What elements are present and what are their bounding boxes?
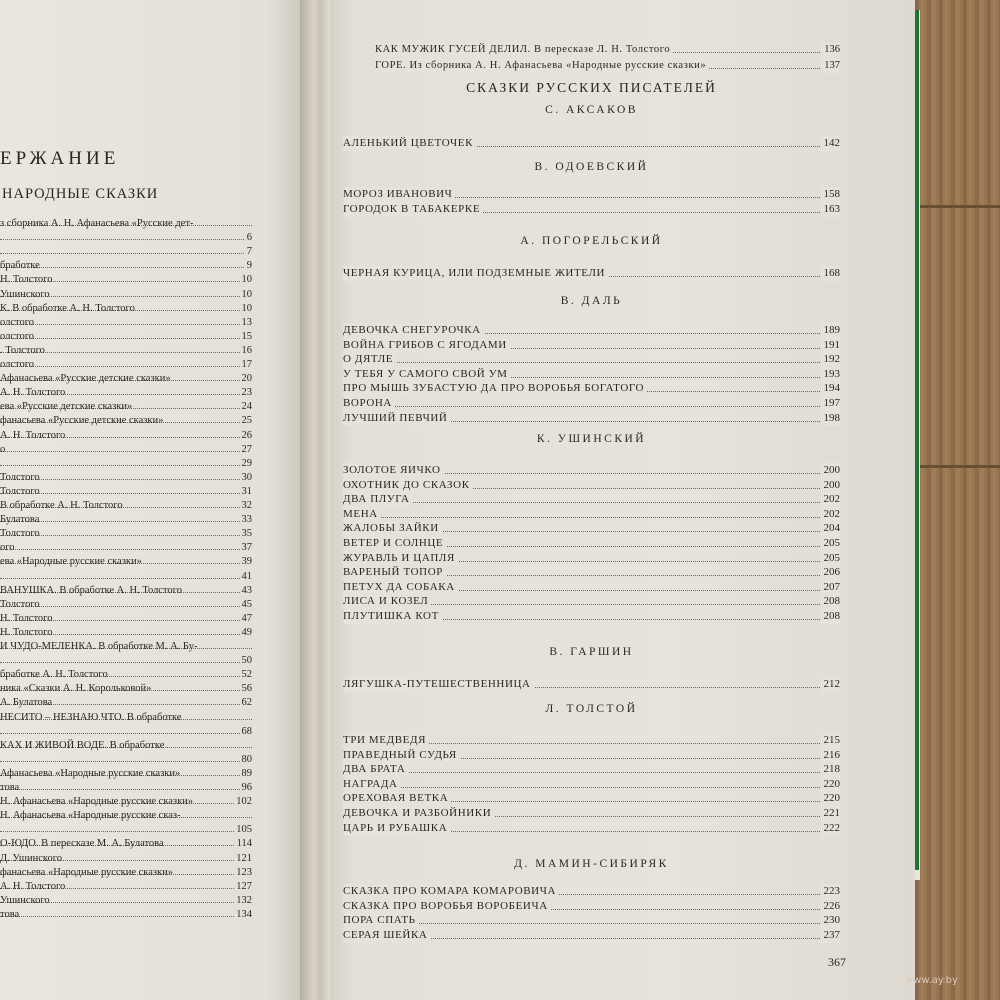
entry-title: фанасьева «Народные русские сказки» <box>0 867 174 878</box>
entry-page: 32 <box>241 500 252 511</box>
entry-title: ЖУРАВЛЬ И ЦАПЛЯ <box>343 551 458 566</box>
entry-title: Толстого <box>0 599 40 610</box>
entry-title: ПРО МЫШЬ ЗУБАСТУЮ ДА ПРО ВОРОБЬЯ БОГАТОГО <box>343 381 647 396</box>
toc-entry <box>343 507 840 522</box>
entry-title: МОРОЗ ИВАНОВИЧ <box>343 187 455 202</box>
entry-page: 194 <box>821 381 841 396</box>
toc-entry <box>0 583 252 598</box>
entry-title: А. Н. Толстого <box>0 881 66 892</box>
entry-title: ВОРОНА <box>343 396 395 411</box>
entry-page: 10 <box>241 303 252 314</box>
entry-page: 142 <box>821 136 841 151</box>
entry-page: 202 <box>821 492 841 507</box>
entry-title: Ушинского <box>0 895 50 906</box>
left-page-content <box>0 0 300 1000</box>
toc-entry <box>0 851 252 866</box>
toc-entry <box>343 381 840 396</box>
entry-title: ева «Народные русские сказки» <box>0 556 142 567</box>
toc-entry <box>0 752 252 767</box>
entry-title: ДВА ПЛУГА <box>343 492 413 507</box>
dot-leader <box>0 465 252 466</box>
entry-page: 200 <box>821 463 841 478</box>
toc-entry <box>0 442 252 457</box>
dot-leader <box>0 338 252 339</box>
entry-page: 25 <box>241 415 252 426</box>
entry-page: 132 <box>236 895 252 906</box>
toc-entry <box>0 836 252 851</box>
entry-title: А. Н. Толстого <box>0 430 66 441</box>
toc-entry <box>343 521 840 536</box>
entry-page: 37 <box>241 542 252 553</box>
entry-title: КАК МУЖИК ГУСЕЙ ДЕЛИЛ. В пересказе Л. Н. Толстого <box>375 42 673 57</box>
dot-leader <box>0 451 252 452</box>
entry-title: олстого <box>0 359 35 370</box>
entry-title: У ТЕБЯ У САМОГО СВОЙ УМ <box>343 367 510 382</box>
toc-entry <box>0 343 252 358</box>
entry-title: АЛЕНЬКИЙ ЦВЕТОЧЕК <box>343 136 476 151</box>
toc-entry <box>0 667 252 682</box>
author-heading: С. АКСАКОВ <box>545 104 638 116</box>
toc-entry <box>0 371 252 386</box>
entry-page: 136 <box>821 42 840 57</box>
entry-page: 15 <box>241 331 252 342</box>
toc-entry <box>0 611 252 626</box>
entry-page: 10 <box>241 274 252 285</box>
entry-page: 35 <box>241 528 252 539</box>
entry-title: О ДЯТЛЕ <box>343 352 396 367</box>
dot-leader <box>0 789 252 790</box>
entry-title: ДЕВОЧКА СНЕГУРОЧКА <box>343 323 484 338</box>
toc-entry <box>343 323 840 338</box>
entry-page: 10 <box>241 289 252 300</box>
entry-page: 68 <box>241 726 252 737</box>
toc-entry <box>0 738 252 753</box>
toc-entry <box>343 733 840 748</box>
dot-leader <box>343 502 840 503</box>
entry-title: олстого <box>0 317 35 328</box>
entry-page: 47 <box>241 613 252 624</box>
entry-page: 105 <box>236 824 252 835</box>
page-number: 367 <box>828 955 846 969</box>
entry-title: ЧЕРНАЯ КУРИЦА, ИЛИ ПОДЗЕМНЫЕ ЖИТЕЛИ <box>343 266 608 281</box>
toc-entry <box>343 492 840 507</box>
author-heading: В. ДАЛЬ <box>560 295 623 307</box>
entry-title: ПЕТУХ ДА СОБАКА <box>343 580 458 595</box>
entry-page: 56 <box>241 683 252 694</box>
entry-title: ЛИСА И КОЗЕЛ <box>343 594 431 609</box>
entry-title: СКАЗКА ПРО ВОРОБЬЯ ВОРОБЕИЧА <box>343 899 551 914</box>
entry-title: НЕСИТО – НЕЗНАЮ ЧТО. В обработке <box>0 712 182 723</box>
toc-entry <box>0 597 252 612</box>
entry-page: 13 <box>241 317 252 328</box>
toc-entry <box>0 216 252 231</box>
entry-page: 198 <box>821 411 841 426</box>
entry-title: ПОРА СПАТЬ <box>343 913 419 928</box>
toc-entry <box>375 42 840 57</box>
entry-page: 23 <box>241 387 252 398</box>
entry-page: 200 <box>821 478 841 493</box>
toc-entry <box>0 244 252 259</box>
toc-entry <box>343 821 840 836</box>
entry-page: 127 <box>236 881 252 892</box>
toc-entry <box>0 512 252 527</box>
toc-entry <box>0 498 252 513</box>
entry-title: Н. Толстого <box>0 274 53 285</box>
entry-page: 216 <box>821 748 841 763</box>
toc-entry <box>343 748 840 763</box>
toc-entry <box>0 470 252 485</box>
entry-title: Толстого <box>0 528 40 539</box>
dot-leader <box>0 831 252 832</box>
entry-title: ВЕТЕР И СОЛНЦЕ <box>343 536 446 551</box>
author-heading: А. ПОГОРЕЛЬСКИЙ <box>520 235 663 247</box>
entry-title: ОХОТНИК ДО СКАЗОК <box>343 478 473 493</box>
toc-entry <box>0 315 252 330</box>
toc-entry <box>343 899 840 914</box>
toc-entry <box>0 794 252 809</box>
entry-page: 39 <box>241 556 252 567</box>
toc-entry <box>0 526 252 541</box>
dot-leader <box>0 366 252 367</box>
toc-entry <box>343 609 840 624</box>
entry-page: 137 <box>821 58 840 73</box>
entry-title: ника «Сказки А. Н. Корольковой» <box>0 683 152 694</box>
entry-title: фанасьева «Русские детские сказки» <box>0 415 164 426</box>
entry-page: 237 <box>821 928 841 943</box>
entry-title: КАХ И ЖИВОЙ ВОДЕ. В обработке <box>0 740 165 751</box>
toc-entry <box>343 594 840 609</box>
toc-entry <box>0 879 252 894</box>
toc-entry <box>0 357 252 372</box>
entry-title: з сборника А. Н. Афанасьева «Русские дет- <box>0 218 194 229</box>
entry-page: 215 <box>821 733 841 748</box>
toc-entry <box>343 565 840 580</box>
entry-title: олстого <box>0 331 35 342</box>
entry-page: 50 <box>241 655 252 666</box>
entry-page: 208 <box>821 609 841 624</box>
entry-page: 9 <box>246 260 252 271</box>
entry-page: 207 <box>821 580 841 595</box>
toc-entry <box>343 762 840 777</box>
entry-page: 168 <box>821 266 841 281</box>
entry-title: ЛУЧШИЙ ПЕВЧИЙ <box>343 411 450 426</box>
entry-page: 220 <box>821 791 841 806</box>
entry-page: 29 <box>241 458 252 469</box>
entry-title: ГОРОДОК В ТАБАКЕРКЕ <box>343 202 483 217</box>
toc-entry <box>343 806 840 821</box>
entry-title: А. Булатова <box>0 697 53 708</box>
author-heading: Д. МАМИН-СИБИРЯК <box>514 858 669 870</box>
entry-page: 202 <box>821 507 841 522</box>
dot-leader <box>0 253 252 254</box>
toc-entry <box>0 625 252 640</box>
toc-entry <box>343 913 840 928</box>
entry-title: ВАНУШКА. В обработке А. Н. Толстого <box>0 585 182 596</box>
entry-page: 7 <box>246 246 252 257</box>
dot-leader <box>0 662 252 663</box>
entry-page: 197 <box>821 396 841 411</box>
author-heading: В. ОДОЕВСКИЙ <box>534 161 649 173</box>
toc-entry <box>343 352 840 367</box>
contents-title: ЕРЖАНИЕ <box>0 148 120 169</box>
entry-page: 206 <box>821 565 841 580</box>
entry-title: О-ЮДО. В пересказе М. А. Булатова <box>0 838 164 849</box>
entry-page: 191 <box>821 338 841 353</box>
entry-page: 158 <box>821 187 841 202</box>
entry-title: СКАЗКА ПРО КОМАРА КОМАРОВИЧА <box>343 884 559 899</box>
toc-entry <box>375 58 840 73</box>
entry-title: Ушинского <box>0 289 50 300</box>
entry-page: 26 <box>241 430 252 441</box>
entry-page: 212 <box>821 677 841 692</box>
toc-entry <box>343 478 840 493</box>
toc-entry <box>343 677 840 692</box>
entry-page: 230 <box>821 913 841 928</box>
entry-page: 114 <box>236 838 252 849</box>
toc-entry <box>343 777 840 792</box>
entry-page: 223 <box>821 884 841 899</box>
entry-title: Толстого <box>0 472 40 483</box>
entry-title: Н. Толстого <box>0 627 53 638</box>
watermark: www.ay.by <box>905 975 958 986</box>
dot-leader <box>343 406 840 407</box>
entry-title: ЛЯГУШКА-ПУТЕШЕСТВЕННИЦА <box>343 677 534 692</box>
entry-page: 121 <box>236 853 252 864</box>
entry-title: това <box>0 782 20 793</box>
entry-page: 123 <box>236 867 252 878</box>
toc-entry <box>0 865 252 880</box>
toc-entry <box>0 710 252 725</box>
toc-entry <box>343 551 840 566</box>
entry-page: 52 <box>241 669 252 680</box>
entry-title: ДЕВОЧКА И РАЗБОЙНИКИ <box>343 806 494 821</box>
toc-entry <box>0 329 252 344</box>
entry-title: ВАРЕНЫЙ ТОПОР <box>343 565 446 580</box>
entry-title: Н. Толстого <box>0 613 53 624</box>
toc-entry <box>343 187 840 202</box>
toc-entry <box>0 569 252 584</box>
entry-page: 192 <box>821 352 841 367</box>
entry-title: МЕНА <box>343 507 381 522</box>
entry-page: 24 <box>241 401 252 412</box>
toc-entry <box>0 554 252 569</box>
entry-title: бработке А. Н. Толстого <box>0 669 108 680</box>
toc-entry <box>0 230 252 245</box>
entry-title: ДВА БРАТА <box>343 762 408 777</box>
toc-entry <box>0 540 252 555</box>
toc-entry <box>343 338 840 353</box>
entry-title: ЦАРЬ И РУБАШКА <box>343 821 450 836</box>
section-folk-tales: НАРОДНЫЕ СКАЗКИ <box>2 186 159 202</box>
entry-page: 27 <box>241 444 252 455</box>
entry-title: К. В обработке А. Н. Толстого <box>0 303 135 314</box>
entry-page: 17 <box>241 359 252 370</box>
toc-entry <box>0 893 252 908</box>
entry-title: Н. Афанасьева «Народные русские сказ- <box>0 810 181 821</box>
entry-page: 6 <box>246 232 252 243</box>
dot-leader <box>343 787 840 788</box>
toc-entry <box>343 411 840 426</box>
toc-entry <box>0 808 252 823</box>
toc-entry <box>343 791 840 806</box>
entry-title: ТРИ МЕДВЕДЯ <box>343 733 429 748</box>
toc-entry <box>343 136 840 151</box>
entry-page: 204 <box>821 521 841 536</box>
dot-leader <box>0 578 252 579</box>
entry-title: ГОРЕ. Из сборника А. Н. Афанасьева «Народные русские сказки» <box>375 58 709 73</box>
entry-title: ОРЕХОВАЯ ВЕТКА <box>343 791 451 806</box>
dot-leader <box>343 517 840 518</box>
entry-title: . Толстого <box>0 345 45 356</box>
entry-page: 49 <box>241 627 252 638</box>
right-page-content <box>318 0 915 1000</box>
entry-title: ЗОЛОТОЕ ЯИЧКО <box>343 463 444 478</box>
entry-page: 226 <box>821 899 841 914</box>
entry-title: ПРАВЕДНЫЙ СУДЬЯ <box>343 748 460 763</box>
toc-entry <box>0 301 252 316</box>
dot-leader <box>0 549 252 550</box>
entry-title: Афанасьева «Русские детские сказки» <box>0 373 171 384</box>
entry-title: Д. Ушинского <box>0 853 63 864</box>
entry-title: Афанасьева «Народные русские сказки» <box>0 768 181 779</box>
toc-entry <box>0 287 252 302</box>
toc-entry <box>0 907 252 922</box>
entry-page: 41 <box>241 571 252 582</box>
author-heading: В. ГАРШИН <box>549 646 634 658</box>
dot-leader <box>0 761 252 762</box>
entry-title: Н. Афанасьева «Народные русские сказки» <box>0 796 194 807</box>
dot-leader <box>0 324 252 325</box>
entry-page: 33 <box>241 514 252 525</box>
entry-title: о <box>0 444 6 455</box>
toc-entry <box>343 580 840 595</box>
entry-title: Толстого <box>0 486 40 497</box>
entry-page: 80 <box>241 754 252 765</box>
toc-entry <box>0 258 252 273</box>
entry-page: 62 <box>241 697 252 708</box>
entry-page: 218 <box>821 762 841 777</box>
entry-page: 205 <box>821 536 841 551</box>
entry-title: това <box>0 909 20 920</box>
toc-entry <box>0 413 252 428</box>
entry-page: 208 <box>821 594 841 609</box>
entry-page: 30 <box>241 472 252 483</box>
entry-title: НАГРАДА <box>343 777 401 792</box>
entry-page: 205 <box>821 551 841 566</box>
entry-page: 96 <box>241 782 252 793</box>
entry-page: 222 <box>821 821 841 836</box>
entry-page: 189 <box>821 323 841 338</box>
entry-page: 134 <box>236 909 252 920</box>
toc-entry <box>0 399 252 414</box>
entry-page: 221 <box>821 806 841 821</box>
entry-title: бработке <box>0 260 40 271</box>
toc-entry <box>0 484 252 499</box>
dot-leader <box>0 733 252 734</box>
entry-title: А. Н. Толстого <box>0 387 66 398</box>
toc-entry <box>0 272 252 287</box>
toc-entry <box>343 928 840 943</box>
toc-entry <box>0 653 252 668</box>
entry-title: ого <box>0 542 15 553</box>
toc-entry <box>0 456 252 471</box>
dot-leader <box>343 362 840 363</box>
entry-title: ЖАЛОБЫ ЗАЙКИ <box>343 521 442 536</box>
entry-page: 16 <box>241 345 252 356</box>
dot-leader <box>0 239 252 240</box>
entry-title: В обработке А. Н. Толстого <box>0 500 123 511</box>
toc-entry <box>0 822 252 837</box>
entry-page: 163 <box>821 202 841 217</box>
section-russian-writers: СКАЗКИ РУССКИХ ПИСАТЕЛЕЙ <box>466 80 717 95</box>
entry-page: 43 <box>241 585 252 596</box>
toc-entry <box>0 780 252 795</box>
entry-title: СЕРАЯ ШЕЙКА <box>343 928 430 943</box>
toc-entry <box>0 724 252 739</box>
toc-entry <box>343 202 840 217</box>
dot-leader <box>343 772 840 773</box>
entry-title: Булатова <box>0 514 40 525</box>
entry-page: 89 <box>241 768 252 779</box>
toc-entry <box>343 884 840 899</box>
entry-title: ева «Русские детские сказки» <box>0 401 133 412</box>
toc-entry <box>343 396 840 411</box>
entry-page: 193 <box>821 367 841 382</box>
toc-entry <box>0 428 252 443</box>
author-heading: К. УШИНСКИЙ <box>536 433 647 445</box>
toc-entry <box>0 385 252 400</box>
entry-title: И ЧУДО-МЕЛЕНКА. В обработке М. А. Бу- <box>0 641 198 652</box>
entry-title: ВОЙНА ГРИБОВ С ЯГОДАМИ <box>343 338 510 353</box>
toc-entry <box>343 463 840 478</box>
author-heading: Л. ТОЛСТОЙ <box>545 703 638 715</box>
toc-entry <box>0 695 252 710</box>
entry-page: 102 <box>236 796 252 807</box>
entry-page: 20 <box>241 373 252 384</box>
entry-page: 45 <box>241 599 252 610</box>
entry-title: ПЛУТИШКА КОТ <box>343 609 442 624</box>
dot-leader <box>0 916 252 917</box>
toc-entry <box>343 536 840 551</box>
entry-page: 220 <box>821 777 841 792</box>
toc-entry <box>343 367 840 382</box>
toc-entry <box>343 266 840 281</box>
entry-page: 31 <box>241 486 252 497</box>
toc-entry <box>0 639 252 654</box>
toc-entry <box>0 681 252 696</box>
toc-entry <box>0 766 252 781</box>
